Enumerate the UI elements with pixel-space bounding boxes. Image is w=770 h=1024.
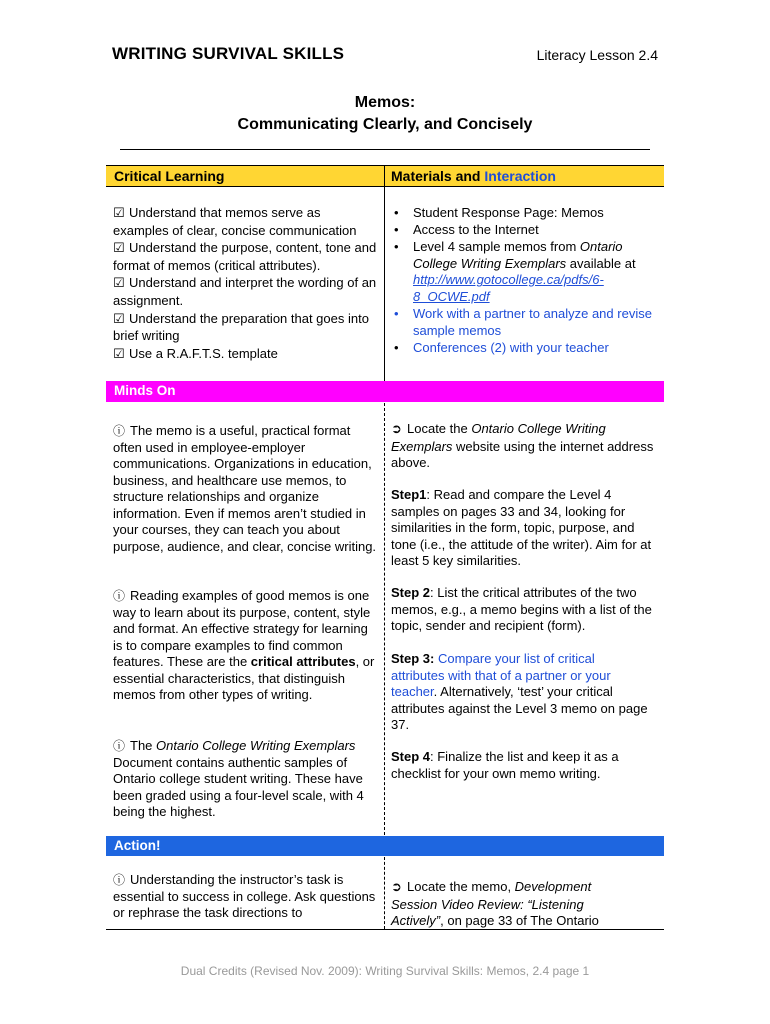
materials-item: [391, 306, 659, 339]
info-icon: ⓘ: [113, 873, 126, 887]
page-title-line2: Communicating Clearly, and Concisely: [237, 116, 533, 133]
step-label: Step 3:: [391, 651, 435, 666]
step-1: [391, 487, 657, 570]
critical-learning-text: Understand the preparation that goes into brief writing: [113, 310, 369, 344]
critical-learning-text: Use a R.A.F.T.S. template: [129, 345, 278, 361]
materials-text-a: Level 4 sample memos from: [413, 239, 580, 255]
bullet-icon: •: [394, 239, 399, 255]
paragraph-text-c: , or essential characteristics, that distinguish memos from other types of writing.: [113, 654, 375, 702]
materials-text: Work with a partner to analyze and revise sample memos: [413, 306, 652, 338]
minds-on-paragraph-2: [113, 588, 377, 704]
action-text-italic: Development Session Video Review: “Listening Actively”: [391, 879, 592, 928]
table-header-underline: [106, 186, 664, 187]
column-divider-action: [384, 857, 385, 929]
materials-header: [391, 168, 556, 184]
step-text: : Finalize the list and keep it as a checklist for your own memo writing.: [391, 749, 619, 781]
materials-text: Student Response Page: Memos: [413, 205, 604, 220]
title-rule: [120, 149, 650, 150]
paragraph-text-c: Document contains authentic samples of Ontario college student writing. These have been graded using a four-level scale, with 4 being the highest.: [113, 754, 364, 819]
step-label: Step 2: [391, 585, 431, 600]
action-locate-memo: [391, 879, 639, 930]
critical-learning-header: Critical Learning: [114, 168, 225, 184]
info-icon: ⓘ: [113, 589, 126, 603]
checkbox-icon: ☑: [113, 276, 125, 292]
materials-text: Conferences (2) with your teacher: [413, 339, 609, 355]
info-icon: ⓘ: [113, 424, 126, 438]
locate-text-c: website using the internet address above.: [391, 438, 654, 470]
checkbox-icon: ☑: [113, 346, 125, 362]
bullet-icon: •: [394, 222, 399, 238]
paragraph-text: Understanding the instructor’s task is essential to success in college. Ask questions or rephrase the task directions to: [113, 872, 376, 920]
arrow-icon: ➲: [391, 880, 402, 895]
critical-learning-item: [113, 346, 379, 364]
locate-instruction: [391, 421, 655, 472]
minds-on-paragraph-1: [113, 423, 381, 555]
critical-attributes-term: critical attributes: [250, 654, 356, 669]
table-bottom-rule: [106, 929, 664, 930]
materials-text-c: available at: [566, 255, 636, 271]
document-header-left: WRITING SURVIVAL SKILLS: [112, 44, 345, 63]
critical-learning-text: Understand and interpret the wording of an assignment.: [113, 275, 377, 308]
bullet-icon: •: [394, 339, 399, 355]
materials-item: [391, 239, 659, 305]
materials-list: [391, 205, 659, 357]
step-text-blue: Compare your list of critical attributes with that of a partner or your teacher: [391, 651, 611, 699]
step-label: Step 4: [391, 749, 431, 764]
bullet-icon: •: [394, 306, 399, 322]
paragraph-text-a: The: [130, 738, 157, 753]
paragraph-text: The memo is a useful, practical format often used in employee-employer communications. Organizations in education, business, and healthcare use memos, to structure relationships and organize information. Even if memos aren’t studied in your courses, they can teach you about purpose, audience, and clear, concise writing.: [113, 423, 377, 554]
action-text-c: , on page 33 of The Ontario: [440, 913, 599, 928]
locate-text-italic: Ontario College Writing Exemplars: [391, 421, 606, 454]
critical-learning-text: Understand that memos serve as examples of clear, concise communication: [113, 205, 357, 238]
minds-on-paragraph-3: [113, 738, 381, 821]
step-2: [391, 585, 659, 635]
column-divider-minds-on: [384, 403, 385, 835]
checkbox-icon: ☑: [113, 311, 125, 327]
paragraph-text-a: Reading examples of good memos is one way to learn about its purpose, content, style and format. An effective strategy for learning is to compare examples to find common features. These are the: [113, 588, 371, 669]
critical-learning-text: Understand the purpose, content, tone and format of memos (critical attributes).: [113, 240, 377, 273]
critical-learning-item: [113, 311, 379, 345]
checkbox-icon: ☑: [113, 206, 125, 221]
column-divider-top: [384, 187, 385, 381]
step-text: : Read and compare the Level 4 samples on pages 33 and 34, looking for similarities in the form, topic, purpose, and tone (i.e., the attitude of the writer). Aim for at least 5 key similarities.: [391, 487, 652, 568]
materials-text: Access to the Internet: [413, 222, 539, 238]
action-text-a: Locate the memo,: [407, 879, 515, 894]
document-header-right: Literacy Lesson 2.4: [536, 47, 658, 63]
critical-learning-item: [113, 240, 379, 274]
materials-header-a: Materials and: [391, 168, 485, 184]
step-text: : List the critical attributes of the two memos, e.g., a memo begins with a list of the topic, sender and recipient (form).: [391, 585, 652, 633]
step-3: [391, 651, 649, 734]
materials-text-italic: Ontario College Writing Exemplars: [413, 239, 623, 271]
critical-learning-item: [113, 275, 379, 309]
materials-item: [391, 222, 659, 239]
page-footer: Dual Credits (Revised Nov. 2009): Writing Survival Skills: Memos, 2.4 page 1: [180, 964, 590, 978]
exemplars-link[interactable]: http://www.gotocollege.ca/pdfs/6-8_OCWE.pdf: [413, 272, 604, 304]
locate-text-a: Locate the: [407, 421, 472, 436]
critical-learning-list: [113, 205, 379, 364]
materials-item: [391, 340, 659, 357]
page-title-line1: Memos:: [354, 94, 416, 111]
bullet-icon: •: [394, 205, 399, 220]
exemplars-title: Ontario College Writing Exemplars: [156, 738, 356, 753]
materials-header-interaction: Interaction: [484, 168, 556, 184]
minds-on-bar: Minds On: [106, 381, 664, 402]
step-text: . Alternatively, ‘test’ your critical attributes against the Level 3 memo on page 37.: [391, 684, 648, 732]
header-separator: [384, 166, 385, 186]
step-4: [391, 749, 655, 782]
step-label: Step1: [391, 487, 427, 502]
materials-item: [391, 205, 659, 222]
info-icon: ⓘ: [113, 739, 126, 753]
action-bar: Action!: [106, 836, 664, 856]
arrow-icon: ➲: [391, 422, 402, 437]
action-paragraph: [113, 872, 381, 922]
table-header-bar: [106, 165, 664, 187]
critical-learning-item: [113, 205, 379, 239]
checkbox-icon: ☑: [113, 241, 125, 257]
